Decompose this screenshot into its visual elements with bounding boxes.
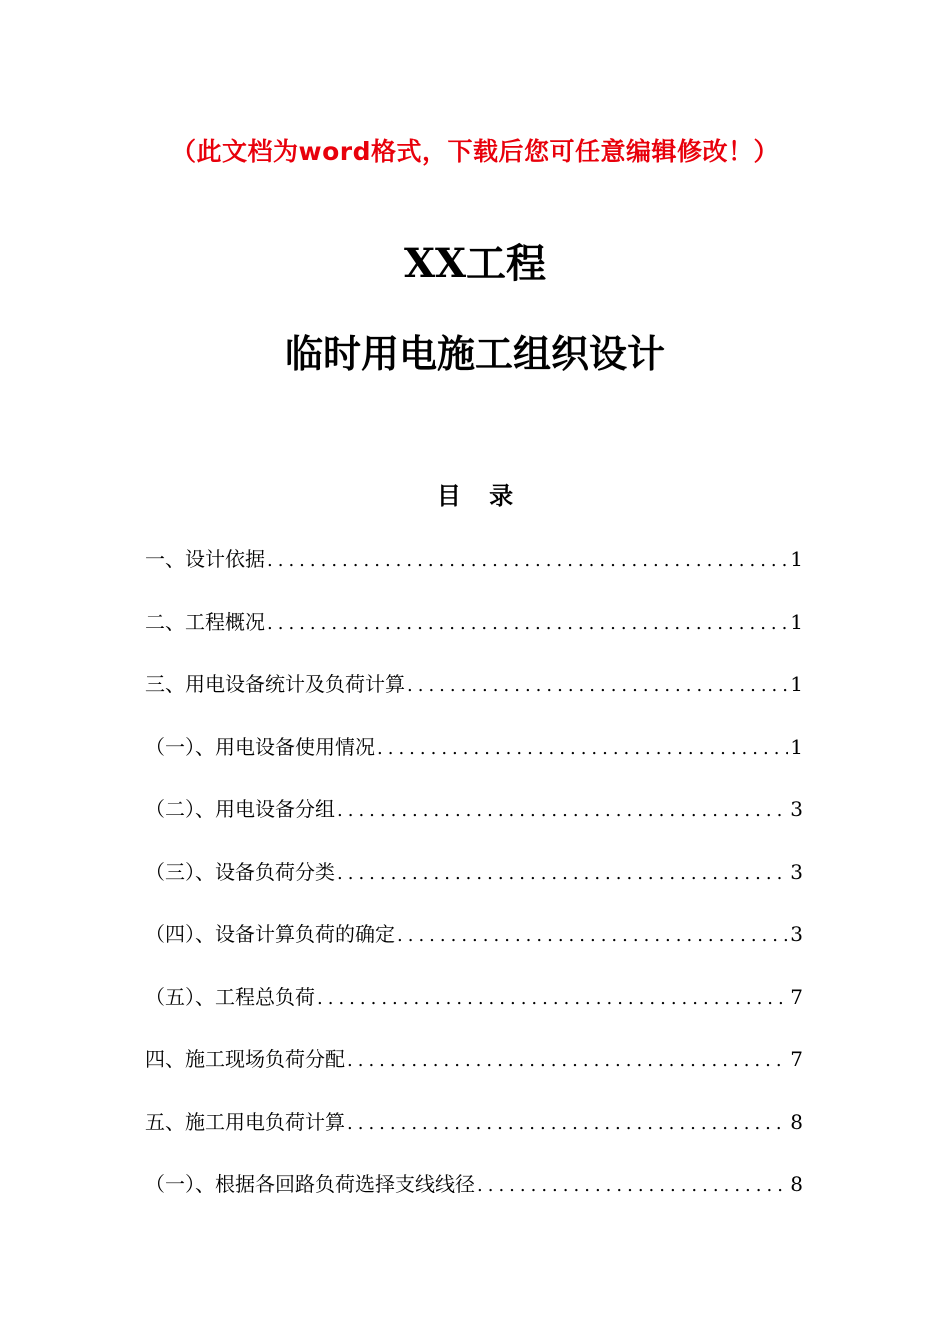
document-title-line2: 临时用电施工组织设计 <box>284 332 665 376</box>
toc-dot-leader <box>267 605 788 643</box>
toc-dot-leader <box>397 917 788 955</box>
toc-page-number: 8 <box>790 1109 803 1134</box>
toc-dot-leader <box>347 1042 788 1080</box>
toc-entry[interactable] <box>145 790 803 853</box>
toc-page-number: 7 <box>790 984 803 1009</box>
title-latin-part: XX <box>403 240 467 287</box>
title-cjk-part: 工程 <box>466 241 547 287</box>
toc-entry-label: 二、工程概况 <box>145 609 265 634</box>
editable-notice: （此文档为word格式，下载后您可任意编辑修改！） <box>171 137 779 166</box>
toc-page-number: 1 <box>790 734 803 759</box>
toc-page-number: 3 <box>790 859 803 884</box>
toc-page-number: 3 <box>790 797 803 821</box>
toc-dot-leader <box>347 1105 788 1143</box>
table-of-contents <box>145 540 803 1228</box>
toc-entry[interactable] <box>145 728 803 791</box>
toc-entry-label: （五）、工程总负荷 <box>145 984 315 1009</box>
toc-page-number: 1 <box>790 609 803 634</box>
toc-entry[interactable] <box>145 915 803 978</box>
toc-page-number: 3 <box>790 922 803 946</box>
toc-entry[interactable] <box>145 1165 803 1228</box>
toc-dot-leader <box>337 792 788 830</box>
toc-page-number: 7 <box>790 1047 803 1071</box>
toc-entry[interactable] <box>145 665 803 728</box>
toc-entry[interactable] <box>145 540 803 603</box>
toc-dot-leader <box>377 730 788 768</box>
toc-entry[interactable] <box>145 1103 803 1166</box>
toc-dot-leader <box>407 667 788 705</box>
toc-dot-leader <box>267 542 788 580</box>
toc-entry-label: 五、施工用电负荷计算 <box>145 1109 345 1134</box>
toc-entry-label: （一）、用电设备使用情况 <box>145 734 375 759</box>
toc-entry-label: （四）、设备计算负荷的确定 <box>145 922 395 946</box>
toc-dot-leader <box>337 855 788 893</box>
toc-page-number: 1 <box>790 547 803 571</box>
toc-dot-leader <box>317 980 788 1018</box>
toc-page-number: 8 <box>790 1172 803 1196</box>
toc-dot-leader <box>477 1167 788 1205</box>
toc-page-number: 1 <box>790 672 803 696</box>
toc-heading: 目 录 <box>436 482 514 510</box>
toc-entry-label: 四、施工现场负荷分配 <box>145 1047 345 1071</box>
toc-entry[interactable] <box>145 853 803 916</box>
toc-entry[interactable] <box>145 978 803 1041</box>
toc-entry-label: 一、设计依据 <box>145 547 265 571</box>
document-title-line1 <box>0 240 950 288</box>
toc-entry-label: （三）、设备负荷分类 <box>145 859 335 884</box>
toc-entry-label: （二）、用电设备分组 <box>145 797 335 821</box>
toc-entry[interactable] <box>145 1040 803 1103</box>
toc-entry[interactable] <box>145 603 803 666</box>
toc-entry-label: （一）、根据各回路负荷选择支线线径 <box>145 1172 475 1196</box>
toc-entry-label: 三、用电设备统计及负荷计算 <box>145 672 405 696</box>
